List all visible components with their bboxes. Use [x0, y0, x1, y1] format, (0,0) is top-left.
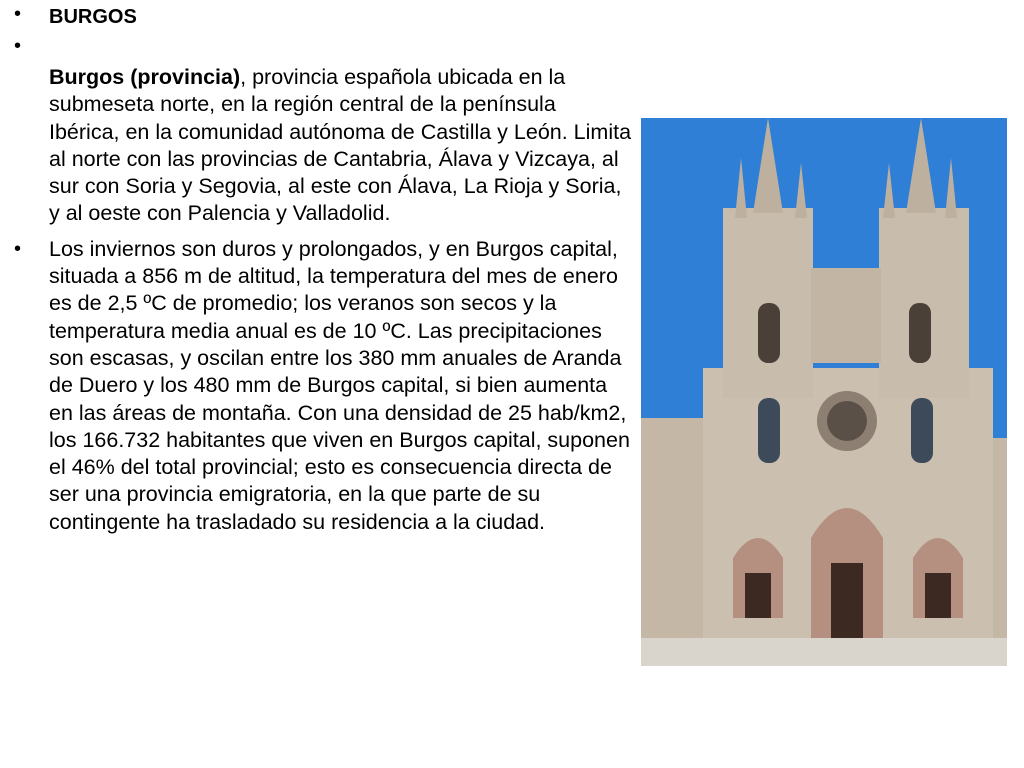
plaza — [641, 638, 1007, 666]
rose-window-inner — [827, 401, 867, 441]
province-paragraph — [49, 64, 632, 228]
climate-paragraph: Los inviernos son duros y prolongados, y en Burgos capital, situada a 856 m de altitud, la temperatura del mes de enero es de 2,5 ºC de promedio; los veranos son secos y la temperatura media anual es de 10 ºC. Las precipitaciones son escasas, y oscilan entre los 380 mm anuales de Aranda de Duero y los 480 mm de Burgos capital, si bien aumenta en las áreas de montaña. Con una densidad de 25 hab/km2, los 166.732 habitantes que viven en Burgos capital, suponen el 46% del total provincial; esto es consecuencia directa de ser una provincia emigratoria, en la que parte de su contingente ha trasladado su residencia a la ciudad. — [49, 236, 630, 534]
tower-window — [911, 398, 933, 463]
bullet-glyph: • — [14, 237, 22, 260]
slide-title: BURGOS — [49, 6, 137, 28]
tower-window — [758, 303, 780, 363]
cathedral-photo — [641, 118, 1007, 666]
bullet-climate — [0, 236, 632, 536]
bullet-glyph: • — [14, 35, 22, 57]
tower-window — [909, 303, 931, 363]
cathedral-illustration — [641, 118, 1007, 666]
door-left — [745, 573, 771, 618]
tower-window — [758, 398, 780, 463]
bullet-heading — [0, 0, 632, 32]
tower-right — [879, 208, 969, 398]
door-right — [925, 573, 951, 618]
gallery — [811, 268, 881, 363]
slide-text — [0, 0, 632, 536]
door-center — [831, 563, 863, 638]
province-name: Burgos (provincia) — [49, 65, 241, 89]
bullet-blank — [0, 32, 632, 62]
bullet-province — [0, 64, 632, 228]
side-building-left — [641, 418, 711, 638]
province-description: , provincia española ubicada en la submeseta norte, en la región central de la península Ibérica, en la comunidad autónoma de Castilla y León. Limita al norte con las provincias de Cantabria, Álava y Vizcaya, al sur con Soria y Segovia, al este con Álava, La Rioja y Soria, y al oeste con Palencia y Valladolid. — [49, 65, 632, 226]
bullet-glyph: • — [14, 3, 22, 25]
